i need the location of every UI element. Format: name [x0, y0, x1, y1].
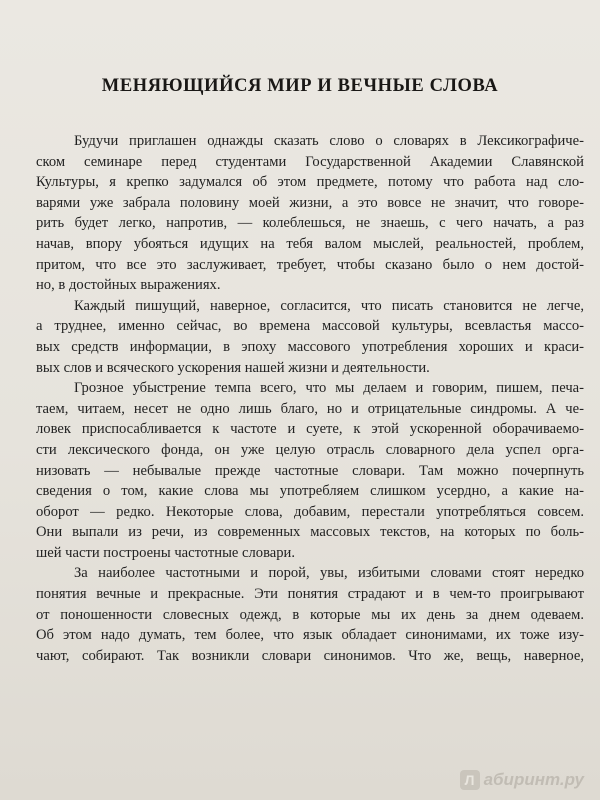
paragraph-3: [36, 378, 584, 563]
text-line: понятия вечные и прекрасные. Эти понятия страдают и в чем-то проигрывают: [36, 586, 584, 603]
text-line: ском семинаре перед студентами Государственной Академии Славянской: [36, 153, 584, 170]
text-line: шей части построены частотные словари.: [36, 544, 296, 561]
text-line: За наиболее частотными и порой, увы, избитыми словами стоят нередко: [74, 565, 584, 582]
text-line: притом, что все это заслуживает, требует, чтобы сказано было о нем достой-: [36, 256, 584, 273]
text-line: Они выпали из речи, из современных массовых текстов, на которых по боль-: [36, 524, 584, 541]
text-line: низовать — небывалые прежде частотные словари. Там можно почерпнуть: [36, 462, 584, 479]
text-line: Будучи приглашен однажды сказать слово о словарях в Лексикографиче-: [74, 133, 584, 149]
text-line: от поношенности словесных одежд, в которые мы их день за днем одеваем.: [36, 606, 584, 623]
paragraph-1: [36, 131, 584, 296]
watermark-text: абиринт.ру: [483, 770, 584, 789]
text-line: Культуры, я крепко задумался об этом предмете, потому что работа над сло-: [36, 174, 584, 191]
paragraph-2: [36, 296, 584, 378]
text-line: но, в достойных выражениях.: [36, 277, 221, 294]
text-line: Об этом надо думать, тем более, что язык обладает синонимами, их тоже изу-: [36, 627, 584, 644]
watermark: [460, 770, 584, 790]
text-line: чают, собирают. Так возникли словари синонимов. Что же, вещь, наверное,: [36, 647, 584, 664]
text-line: начав, впору убояться идущих на тебя валом мыслей, реальностей, проблем,: [36, 235, 584, 252]
paragraph-4: [36, 563, 584, 666]
page-title: МЕНЯЮЩИЙСЯ МИР И ВЕЧНЫЕ СЛОВА: [101, 76, 499, 96]
labirint-logo-icon: Л: [460, 770, 480, 790]
text-line: варями уже забрала половину моей жизни, а это вовсе не значит, что говоре-: [36, 194, 584, 211]
text-line: а труднее, именно сейчас, во времена массовой культуры, всевластья массо-: [36, 318, 584, 335]
text-line: Каждый пишущий, наверное, согласится, что писать становится не легче,: [74, 297, 584, 314]
text-line: рить будет легко, напротив, — колеблешься, не знаешь, с чего начать, а раз: [36, 215, 584, 232]
text-line: таем, читаем, несет не одно лишь благо, но и отрицательные синдромы. А че-: [36, 400, 584, 417]
text-line: сти лексического фонда, он уже целую отрасль словарного дела успел орга-: [36, 441, 584, 458]
text-line: сведения о том, какие слова мы употребляем слишком усердно, а какие на-: [36, 483, 584, 500]
body-text: [36, 131, 584, 666]
text-line: вых средств информации, в эпоху массового употребления хороших и краси-: [36, 338, 584, 355]
text-line: ловек приспосабливается к частоте и суете, к этой ускоренной оборачиваемо-: [36, 421, 584, 438]
text-line: Грозное убыстрение темпа всего, что мы делаем и говорим, пишем, печа-: [74, 380, 584, 397]
text-line: оборот — редко. Некоторые слова, добавим, перестали употребляться совсем.: [36, 503, 584, 520]
text-line: вых слов и всяческого ускорения нашей жизни и деятельности.: [36, 359, 430, 376]
